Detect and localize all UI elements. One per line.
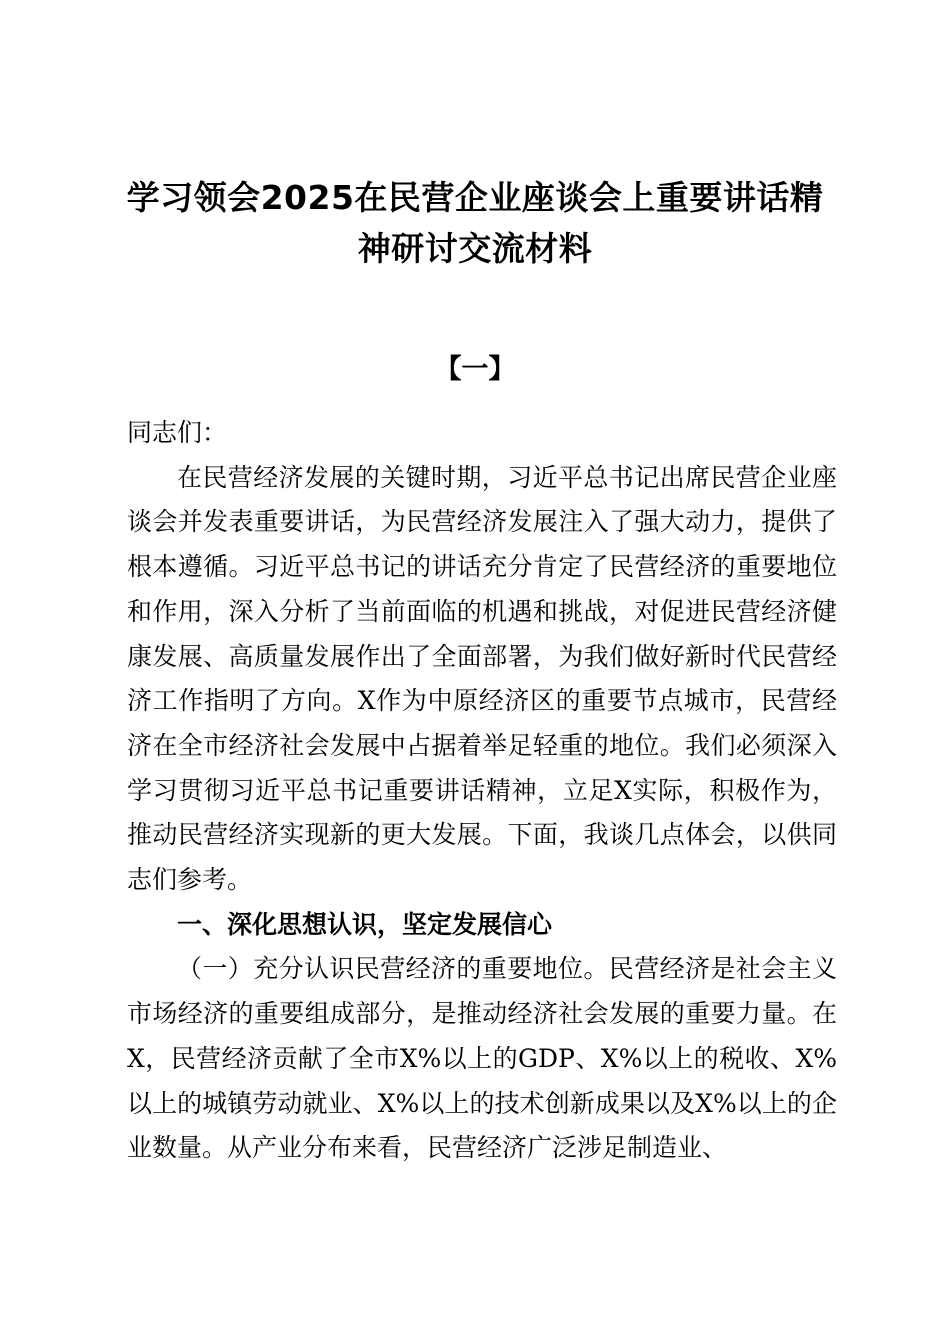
body-paragraph: 在民营经济发展的关键时期，习近平总书记出席民营企业座谈会并发表重要讲话，为民营经济发展注入了强大动力，提供了根本遵循。习近平总书记的讲话充分肯定了民营经济的重要地位和作用，深入分析了当前面临的机遇和挑战，对促进民营经济健康发展、高质量发展作出了全面部署，为我们做好新时代民营经济工作指明了方向。X作为中原经济区的重要节点城市，民营经济在全市经济社会发展中占据着举足轻重的地位。我们必须深入学习贯彻习近平总书记重要讲话精神，立足X实际，积极作为，推动民营经济实现新的更大发展。下面，我谈几点体会，以供同志们参考。 <box>127 462 837 895</box>
body-paragraph: （一）充分认识民营经济的重要地位。民营经济是社会主义市场经济的重要组成部分，是推动经济社会发展的重要力量。在X，民营经济贡献了全市X%以上的GDP、X%以上的税收、X%以上的城镇劳动就业、X%以上的技术创新成果以及X%以上的企业数量。从产业分布来看，民营经济广泛涉足制造业、 <box>127 954 837 1163</box>
section-heading: 一、深化思想认识，坚定发展信心 <box>177 909 553 939</box>
salutation: 同志们： <box>127 418 228 447</box>
section-marker: 【一】 <box>434 354 516 385</box>
document-title: 学习领会2025在民营企业座谈会上重要讲话精神研讨交流材料 <box>126 178 824 268</box>
document-body <box>127 411 837 1171</box>
